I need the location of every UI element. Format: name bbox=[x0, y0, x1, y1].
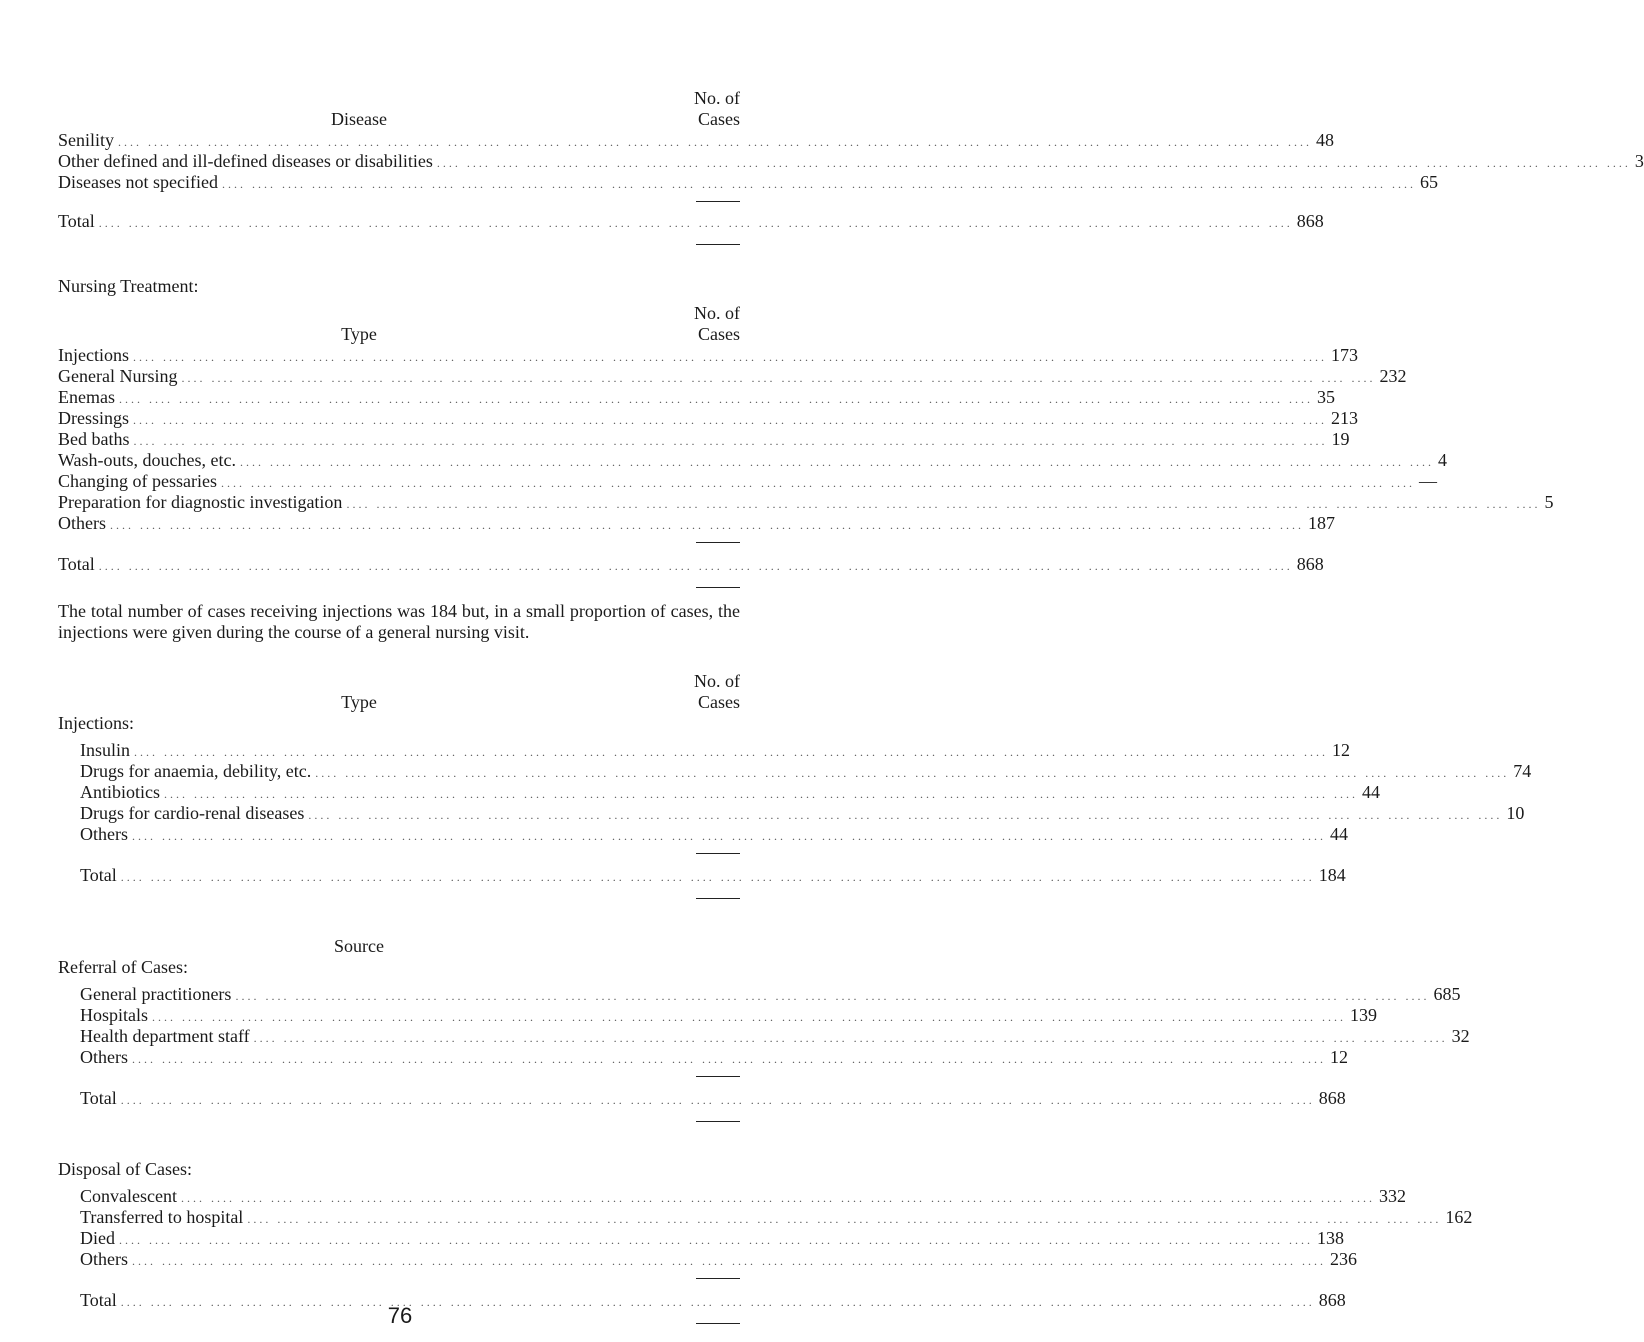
leader-dots: .... .... .... .... .... .... .... .... .... .... .... .... .... .... .... .... .... .... .... .... .... .... .... .... .... .... .... .... .... .... .... .... .... .... .... .... .... .... .... .... bbox=[253, 1031, 1448, 1045]
row-label: Changing of pessaries bbox=[58, 471, 217, 491]
nursing-title: Nursing Treatment: bbox=[58, 276, 199, 296]
row-value: 12 bbox=[1330, 1047, 1348, 1067]
row-label: Preparation for diagnostic investigation bbox=[58, 492, 343, 512]
row-label: Dressings bbox=[58, 408, 129, 428]
leader-dots: .... .... .... .... .... .... .... .... .... .... .... .... .... .... .... .... .... .... .... .... .... .... .... .... .... .... .... .... .... .... .... .... .... .... .... .... .... .... .... .... bbox=[98, 559, 1293, 573]
leader-dots: .... .... .... .... .... .... .... .... .... .... .... .... .... .... .... .... .... .... .... .... .... .... .... .... .... .... .... .... .... .... .... .... .... .... .... .... .... .... .... .... bbox=[235, 989, 1430, 1003]
nursing-total-label: Total bbox=[58, 554, 95, 574]
injections-total-value: 184 bbox=[1318, 865, 1346, 885]
injections-rows bbox=[58, 740, 1532, 845]
leader-dots: .... .... .... .... .... .... .... .... .... .... .... .... .... .... .... .... .... .... .... .... .... .... .... .... .... .... .... .... .... .... .... .... .... .... .... .... .... .... .... .... bbox=[120, 870, 1315, 884]
row-label: Enemas bbox=[58, 387, 115, 407]
table-row bbox=[80, 1186, 1406, 1207]
disposal-rows bbox=[58, 1186, 1473, 1270]
table-row bbox=[58, 151, 1644, 172]
row-label: Diseases not specified bbox=[58, 172, 218, 192]
table-row bbox=[80, 1228, 1344, 1249]
table-row bbox=[58, 345, 1358, 366]
table-row bbox=[58, 429, 1350, 450]
leader-dots: .... .... .... .... .... .... .... .... .... .... .... .... .... .... .... .... .... .... .... .... .... .... .... .... .... .... .... .... .... .... .... .... .... .... .... .... .... .... .... .... bbox=[132, 1052, 1326, 1066]
disease-col-label-top: No. of bbox=[694, 88, 740, 108]
row-value: 35 bbox=[1316, 387, 1335, 407]
row-label: Others bbox=[58, 513, 106, 533]
referral-total-value: 868 bbox=[1318, 1088, 1346, 1108]
table-row bbox=[58, 366, 1407, 387]
row-value: 232 bbox=[1379, 366, 1407, 386]
disease-col-label: Cases bbox=[698, 109, 740, 129]
disposal-title: Disposal of Cases: bbox=[58, 1159, 192, 1179]
row-label: Transferred to hospital bbox=[80, 1207, 244, 1227]
referral-header bbox=[58, 936, 740, 957]
nursing-header bbox=[58, 324, 740, 345]
referral-total-label: Total bbox=[80, 1088, 117, 1108]
leader-dots: .... .... .... .... .... .... .... .... .... .... .... .... .... .... .... .... .... .... .... .... .... .... .... .... .... .... .... .... .... .... .... .... .... .... .... .... .... .... .... .... bbox=[118, 135, 1313, 149]
row-label: Drugs for anaemia, debility, etc. bbox=[80, 761, 312, 781]
injections-total-row bbox=[58, 865, 1346, 886]
row-value: 213 bbox=[1331, 408, 1358, 428]
table-row bbox=[80, 1005, 1378, 1026]
document-page bbox=[58, 0, 1644, 1323]
row-label: Health department staff bbox=[80, 1026, 250, 1046]
table-row bbox=[80, 740, 1351, 761]
injections-total-label: Total bbox=[80, 865, 117, 885]
table-row bbox=[58, 492, 1554, 513]
row-value: 4 bbox=[1438, 450, 1448, 470]
leader-dots: .... .... .... .... .... .... .... .... .... .... .... .... .... .... .... .... .... .... .... .... .... .... .... .... .... .... .... .... .... .... .... .... .... .... .... .... .... .... .... .... bbox=[346, 497, 1541, 511]
row-label: Senility bbox=[58, 130, 115, 150]
row-value: 19 bbox=[1331, 429, 1350, 449]
row-label: Wash-outs, douches, etc. bbox=[58, 450, 237, 470]
row-value: 44 bbox=[1362, 782, 1380, 802]
leader-dots: .... .... .... .... .... .... .... .... .... .... .... .... .... .... .... .... .... .... .... .... .... .... .... .... .... .... .... .... .... .... .... .... .... .... .... .... .... .... .... .... bbox=[180, 1191, 1375, 1205]
leader-dots: .... .... .... .... .... .... .... .... .... .... .... .... .... .... .... .... .... .... .... .... .... .... .... .... .... .... .... .... .... .... .... .... .... .... .... .... .... .... .... .... bbox=[132, 829, 1326, 843]
nursing-total-value: 868 bbox=[1296, 554, 1324, 574]
row-value: 74 bbox=[1513, 761, 1532, 781]
leader-dots: .... .... .... .... .... .... .... .... .... .... .... .... .... .... .... .... .... .... .... .... .... .... .... .... .... .... .... .... .... .... .... .... .... .... .... .... .... .... .... .... bbox=[220, 476, 1415, 490]
leader-dots: .... .... .... .... .... .... .... .... .... .... .... .... .... .... .... .... .... .... .... .... .... .... .... .... .... .... .... .... .... .... .... .... .... .... .... .... .... .... .... .... bbox=[164, 787, 1358, 801]
injections-header bbox=[58, 692, 740, 713]
disease-header bbox=[58, 109, 740, 130]
injections-col-label-top: No. of bbox=[694, 671, 740, 691]
row-value: 332 bbox=[1378, 1186, 1406, 1206]
row-value: 139 bbox=[1350, 1005, 1378, 1025]
row-label: Injections bbox=[58, 345, 129, 365]
nursing-rows bbox=[58, 345, 1554, 534]
table-row bbox=[58, 130, 1335, 151]
injections-title: Injections: bbox=[58, 713, 134, 733]
referral-title: Referral of Cases: bbox=[58, 957, 188, 977]
leader-dots: .... .... .... .... .... .... .... .... .... .... .... .... .... .... .... .... .... .... .... .... .... .... .... .... .... .... .... .... .... .... .... .... .... .... .... .... .... .... .... .... bbox=[118, 392, 1313, 406]
disease-header-top bbox=[58, 88, 740, 109]
row-value: 685 bbox=[1433, 984, 1461, 1004]
injections-note-paragraph: The total number of cases receiving injections was 184 but, in a small proportion of cases, the injections were given during the course of a general nursing visit. bbox=[58, 601, 740, 642]
leader-dots: .... .... .... .... .... .... .... .... .... .... .... .... .... .... .... .... .... .... .... .... .... .... .... .... .... .... .... .... .... .... .... .... .... .... .... .... .... .... .... .... bbox=[133, 413, 1327, 427]
referral-total-row bbox=[58, 1088, 1346, 1109]
table-row bbox=[80, 1249, 1357, 1270]
nursing-header-top bbox=[58, 303, 740, 324]
disposal-total-value: 868 bbox=[1318, 1290, 1346, 1310]
leader-dots: .... .... .... .... .... .... .... .... .... .... .... .... .... .... .... .... .... .... .... .... .... .... .... .... .... .... .... .... .... .... .... .... .... .... .... .... .... .... .... .... bbox=[120, 1295, 1315, 1309]
row-value: 65 bbox=[1419, 172, 1438, 192]
injections-type-label: Type bbox=[341, 692, 377, 712]
table-row bbox=[58, 387, 1335, 408]
row-label: Drugs for cardio-renal diseases bbox=[80, 803, 305, 823]
row-label: Others bbox=[80, 824, 128, 844]
row-value: 48 bbox=[1316, 130, 1335, 150]
row-label: Antibiotics bbox=[80, 782, 160, 802]
table-row bbox=[58, 450, 1448, 471]
row-label: Convalescent bbox=[80, 1186, 177, 1206]
row-value: 10 bbox=[1506, 803, 1525, 823]
leader-dots: .... .... .... .... .... .... .... .... .... .... .... .... .... .... .... .... .... .... .... .... .... .... .... .... .... .... .... .... .... .... .... .... .... .... .... .... .... .... .... .... bbox=[132, 1254, 1326, 1268]
leader-dots: .... .... .... .... .... .... .... .... .... .... .... .... .... .... .... .... .... .... .... .... .... .... .... .... .... .... .... .... .... .... .... .... .... .... .... .... .... .... .... .... bbox=[221, 177, 1416, 191]
nursing-col-label: Cases bbox=[698, 324, 740, 344]
nursing-col-label-top: No. of bbox=[694, 303, 740, 323]
table-row bbox=[80, 1026, 1470, 1047]
leader-dots: .... .... .... .... .... .... .... .... .... .... .... .... .... .... .... .... .... .... .... .... .... .... .... .... .... .... .... .... .... .... .... .... .... .... .... .... .... .... .... .... bbox=[134, 745, 1329, 759]
row-value: 3 bbox=[1634, 151, 1644, 171]
row-label: Died bbox=[80, 1228, 115, 1248]
row-value: 44 bbox=[1330, 824, 1348, 844]
referral-source-label: Source bbox=[334, 936, 384, 956]
leader-dots: .... .... .... .... .... .... .... .... .... .... .... .... .... .... .... .... .... .... .... .... .... .... .... .... .... .... .... .... .... .... .... .... .... .... .... .... .... .... .... .... bbox=[247, 1212, 1442, 1226]
table-row bbox=[80, 1207, 1473, 1228]
table-row bbox=[58, 172, 1438, 193]
table-row bbox=[58, 408, 1358, 429]
referral-rows bbox=[58, 984, 1470, 1068]
leader-dots: .... .... .... .... .... .... .... .... .... .... .... .... .... .... .... .... .... .... .... .... .... .... .... .... .... .... .... .... .... .... .... .... .... .... .... .... .... .... .... .... bbox=[315, 766, 1510, 780]
injections-header-top bbox=[58, 671, 740, 692]
disease-rows bbox=[58, 130, 1644, 193]
row-label: Others bbox=[80, 1047, 128, 1067]
leader-dots: .... .... .... .... .... .... .... .... .... .... .... .... .... .... .... .... .... .... .... .... .... .... .... .... .... .... .... .... .... .... .... .... .... .... .... .... .... .... .... .... bbox=[133, 434, 1328, 448]
page-number: 76 bbox=[387, 1303, 413, 1328]
table-row bbox=[80, 803, 1525, 824]
disease-total-row bbox=[58, 211, 1324, 232]
row-value: 32 bbox=[1451, 1026, 1470, 1046]
row-value: 162 bbox=[1445, 1207, 1473, 1227]
nursing-total-row bbox=[58, 554, 1324, 575]
leader-dots: .... .... .... .... .... .... .... .... .... .... .... .... .... .... .... .... .... .... .... .... .... .... .... .... .... .... .... .... .... .... .... .... .... .... .... .... .... .... .... .... bbox=[132, 350, 1327, 364]
table-row bbox=[80, 1047, 1348, 1068]
table-row bbox=[80, 782, 1380, 803]
row-value: 138 bbox=[1317, 1228, 1344, 1248]
row-value: 236 bbox=[1330, 1249, 1357, 1269]
disposal-total-label: Total bbox=[80, 1290, 117, 1310]
table-row bbox=[80, 984, 1461, 1005]
leader-dots: .... .... .... .... .... .... .... .... .... .... .... .... .... .... .... .... .... .... .... .... .... .... .... .... .... .... .... .... .... .... .... .... .... .... .... .... .... .... .... .... bbox=[110, 518, 1304, 532]
row-label: General Nursing bbox=[58, 366, 178, 386]
row-value: 12 bbox=[1332, 740, 1351, 760]
table-row bbox=[58, 471, 1437, 492]
row-value: — bbox=[1418, 471, 1437, 491]
leader-dots: .... .... .... .... .... .... .... .... .... .... .... .... .... .... .... .... .... .... .... .... .... .... .... .... .... .... .... .... .... .... .... .... .... .... .... .... .... .... .... .... bbox=[119, 1233, 1313, 1247]
row-label: Other defined and ill-defined diseases or disabilities bbox=[58, 151, 433, 171]
leader-dots: .... .... .... .... .... .... .... .... .... .... .... .... .... .... .... .... .... .... .... .... .... .... .... .... .... .... .... .... .... .... .... .... .... .... .... .... .... .... .... .... bbox=[152, 1010, 1347, 1024]
leader-dots: .... .... .... .... .... .... .... .... .... .... .... .... .... .... .... .... .... .... .... .... .... .... .... .... .... .... .... .... .... .... .... .... .... .... .... .... .... .... .... .... bbox=[98, 216, 1293, 230]
row-label: Bed baths bbox=[58, 429, 130, 449]
disease-type-label: Disease bbox=[331, 109, 387, 129]
table-row bbox=[80, 824, 1348, 845]
leader-dots: .... .... .... .... .... .... .... .... .... .... .... .... .... .... .... .... .... .... .... .... .... .... .... .... .... .... .... .... .... .... .... .... .... .... .... .... .... .... .... .... bbox=[120, 1093, 1315, 1107]
row-label: General practitioners bbox=[80, 984, 232, 1004]
row-value: 187 bbox=[1308, 513, 1335, 533]
disease-total-label: Total bbox=[58, 211, 95, 231]
row-label: Hospitals bbox=[80, 1005, 149, 1025]
leader-dots: .... .... .... .... .... .... .... .... .... .... .... .... .... .... .... .... .... .... .... .... .... .... .... .... .... .... .... .... .... .... .... .... .... .... .... .... .... .... .... .... bbox=[181, 371, 1376, 385]
injections-col-label: Cases bbox=[698, 692, 740, 712]
leader-dots: .... .... .... .... .... .... .... .... .... .... .... .... .... .... .... .... .... .... .... .... .... .... .... .... .... .... .... .... .... .... .... .... .... .... .... .... .... .... .... .... bbox=[240, 455, 1435, 469]
nursing-type-label: Type bbox=[341, 324, 377, 344]
disease-total-value: 868 bbox=[1296, 211, 1324, 231]
row-label: Others bbox=[80, 1249, 128, 1269]
leader-dots: .... .... .... .... .... .... .... .... .... .... .... .... .... .... .... .... .... .... .... .... .... .... .... .... .... .... .... .... .... .... .... .... .... .... .... .... .... .... .... .... bbox=[436, 156, 1631, 170]
table-row bbox=[80, 761, 1532, 782]
table-row bbox=[58, 513, 1335, 534]
leader-dots: .... .... .... .... .... .... .... .... .... .... .... .... .... .... .... .... .... .... .... .... .... .... .... .... .... .... .... .... .... .... .... .... .... .... .... .... .... .... .... .... bbox=[308, 808, 1503, 822]
row-value: 173 bbox=[1330, 345, 1358, 365]
row-label: Insulin bbox=[80, 740, 131, 760]
row-value: 5 bbox=[1544, 492, 1554, 512]
